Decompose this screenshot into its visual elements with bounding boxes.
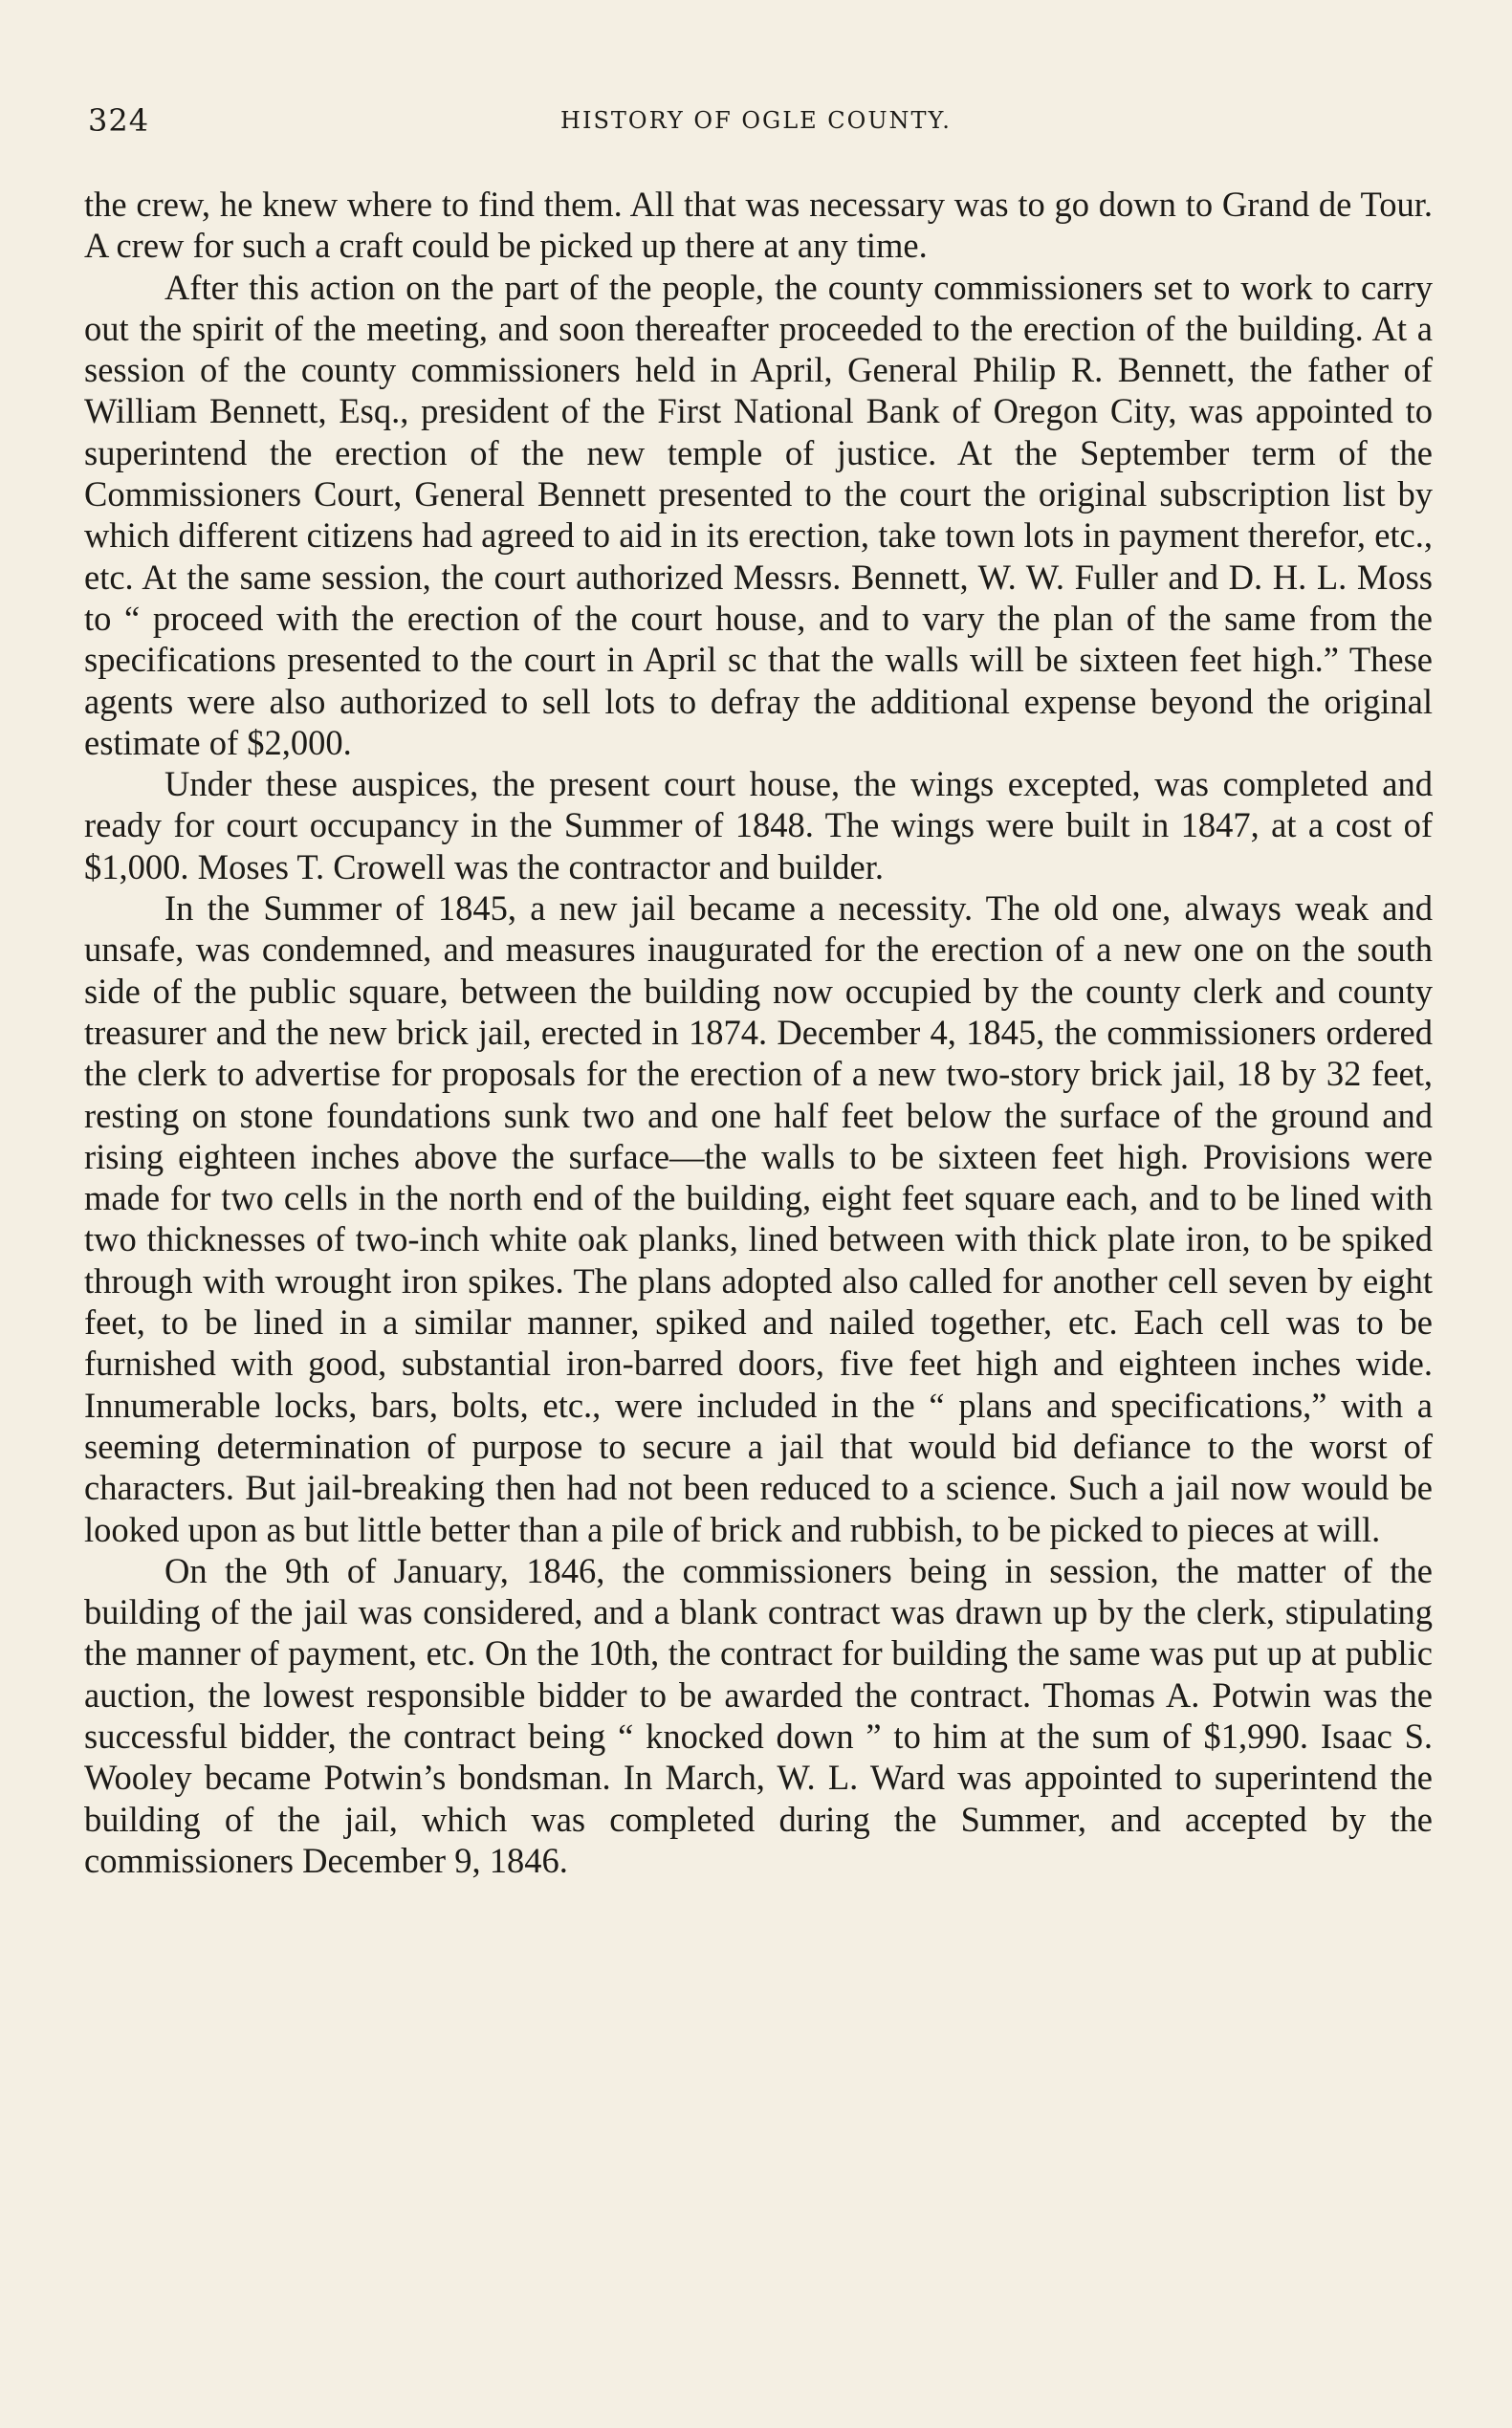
body-text (84, 184, 1433, 1881)
book-title: HISTORY OF OGLE COUNTY. (560, 107, 952, 134)
paragraph-continuation: the crew, he knew where to find them. All that was necessary was to go down to Grand de Tour. A crew for such a craft could be picked up there at any time. (84, 185, 1433, 266)
paragraph-new-jail: In the Summer of 1845, a new jail became a necessity. The old one, always weak and unsafe, was condemned, and measures inaugurated for the erection of a new one on the south side of the public square, between the building now occupied by the county clerk and county treasurer and the new brick jail, erected in 1874. December 4, 1845, the commissioners ordered the clerk to advertise for proposals for the erection of a new two-story brick jail, 18 by 32 feet, resting on stone foundations sunk two and one half feet below the surface of the ground and rising eighteen inches above the surface—the walls to be sixteen feet high. Provisions were made for two cells in the north end of the building, eight feet square each, and to be lined with two thicknesses of two-inch white oak planks, lined between with thick plate iron, to be spiked through with wrought iron spikes. The plans adopted also called for another cell seven by eight feet, to be lined in a similar manner, spiked and nailed together, etc. Each cell was to be furnished with good, substantial iron-barred doors, five feet high and eighteen inches wide. Innumerable locks, bars, bolts, etc., were included in the “ plans and specifications,” with a seeming determination of purpose to secure a jail that would bid defiance to the worst of characters. But jail-breaking then had not been reduced to a science. Such a jail now would be looked upon as but little better than a pile of brick and rubbish, to be picked to pieces at will. (84, 888, 1433, 1549)
paragraph-court-house-completion: Under these auspices, the present court house, the wings excepted, was completed and ready for court occupancy in the Summer of 1848. The wings were built in 1847, at a cost of $1,000. Moses T. Crowell was the contractor and builder. (84, 764, 1433, 886)
running-head (88, 98, 1424, 143)
page-number: 324 (88, 102, 150, 139)
paragraph-jail-contract: On the 9th of January, 1846, the commissioners being in session, the matter of the building of the jail was considered, and a blank contract was drawn up by the clerk, stipulating the manner of payment, etc. On the 10th, the contract for building the same was put up at public auction, the lowest responsible bidder to be awarded the contract. Thomas A. Potwin was the successful bidder, the contract being “ knocked down ” to him at the sum of $1,990. Isaac S. Wooley became Potwin’s bondsman. In March, W. L. Ward was appointed to superintend the building of the jail, which was completed during the Summer, and accepted by the commissioners December 9, 1846. (84, 1550, 1433, 1880)
paragraph-court-house-construction: After this action on the part of the people, the county commissioners set to work to carry out the spirit of the meeting, and soon thereafter proceeded to the erection of the building. At a session of the county commissioners held in April, General Philip R. Bennett, the father of William Bennett, Esq., president of the First National Bank of Oregon City, was appointed to superintend the erection of the new temple of justice. At the September term of the Commissioners Court, General Bennett presented to the court the original subscription list by which different citizens had agreed to aid in its erection, take town lots in payment therefor, etc., etc. At the same session, the court authorized Messrs. Bennett, W. W. Fuller and D. H. L. Moss to “ proceed with the erection of the court house, and to vary the plan of the same from the specifications presented to the court in April sc that the walls will be sixteen feet high.” These agents were also authorized to sell lots to defray the additional expense beyond the original estimate of $2,000. (84, 267, 1433, 762)
